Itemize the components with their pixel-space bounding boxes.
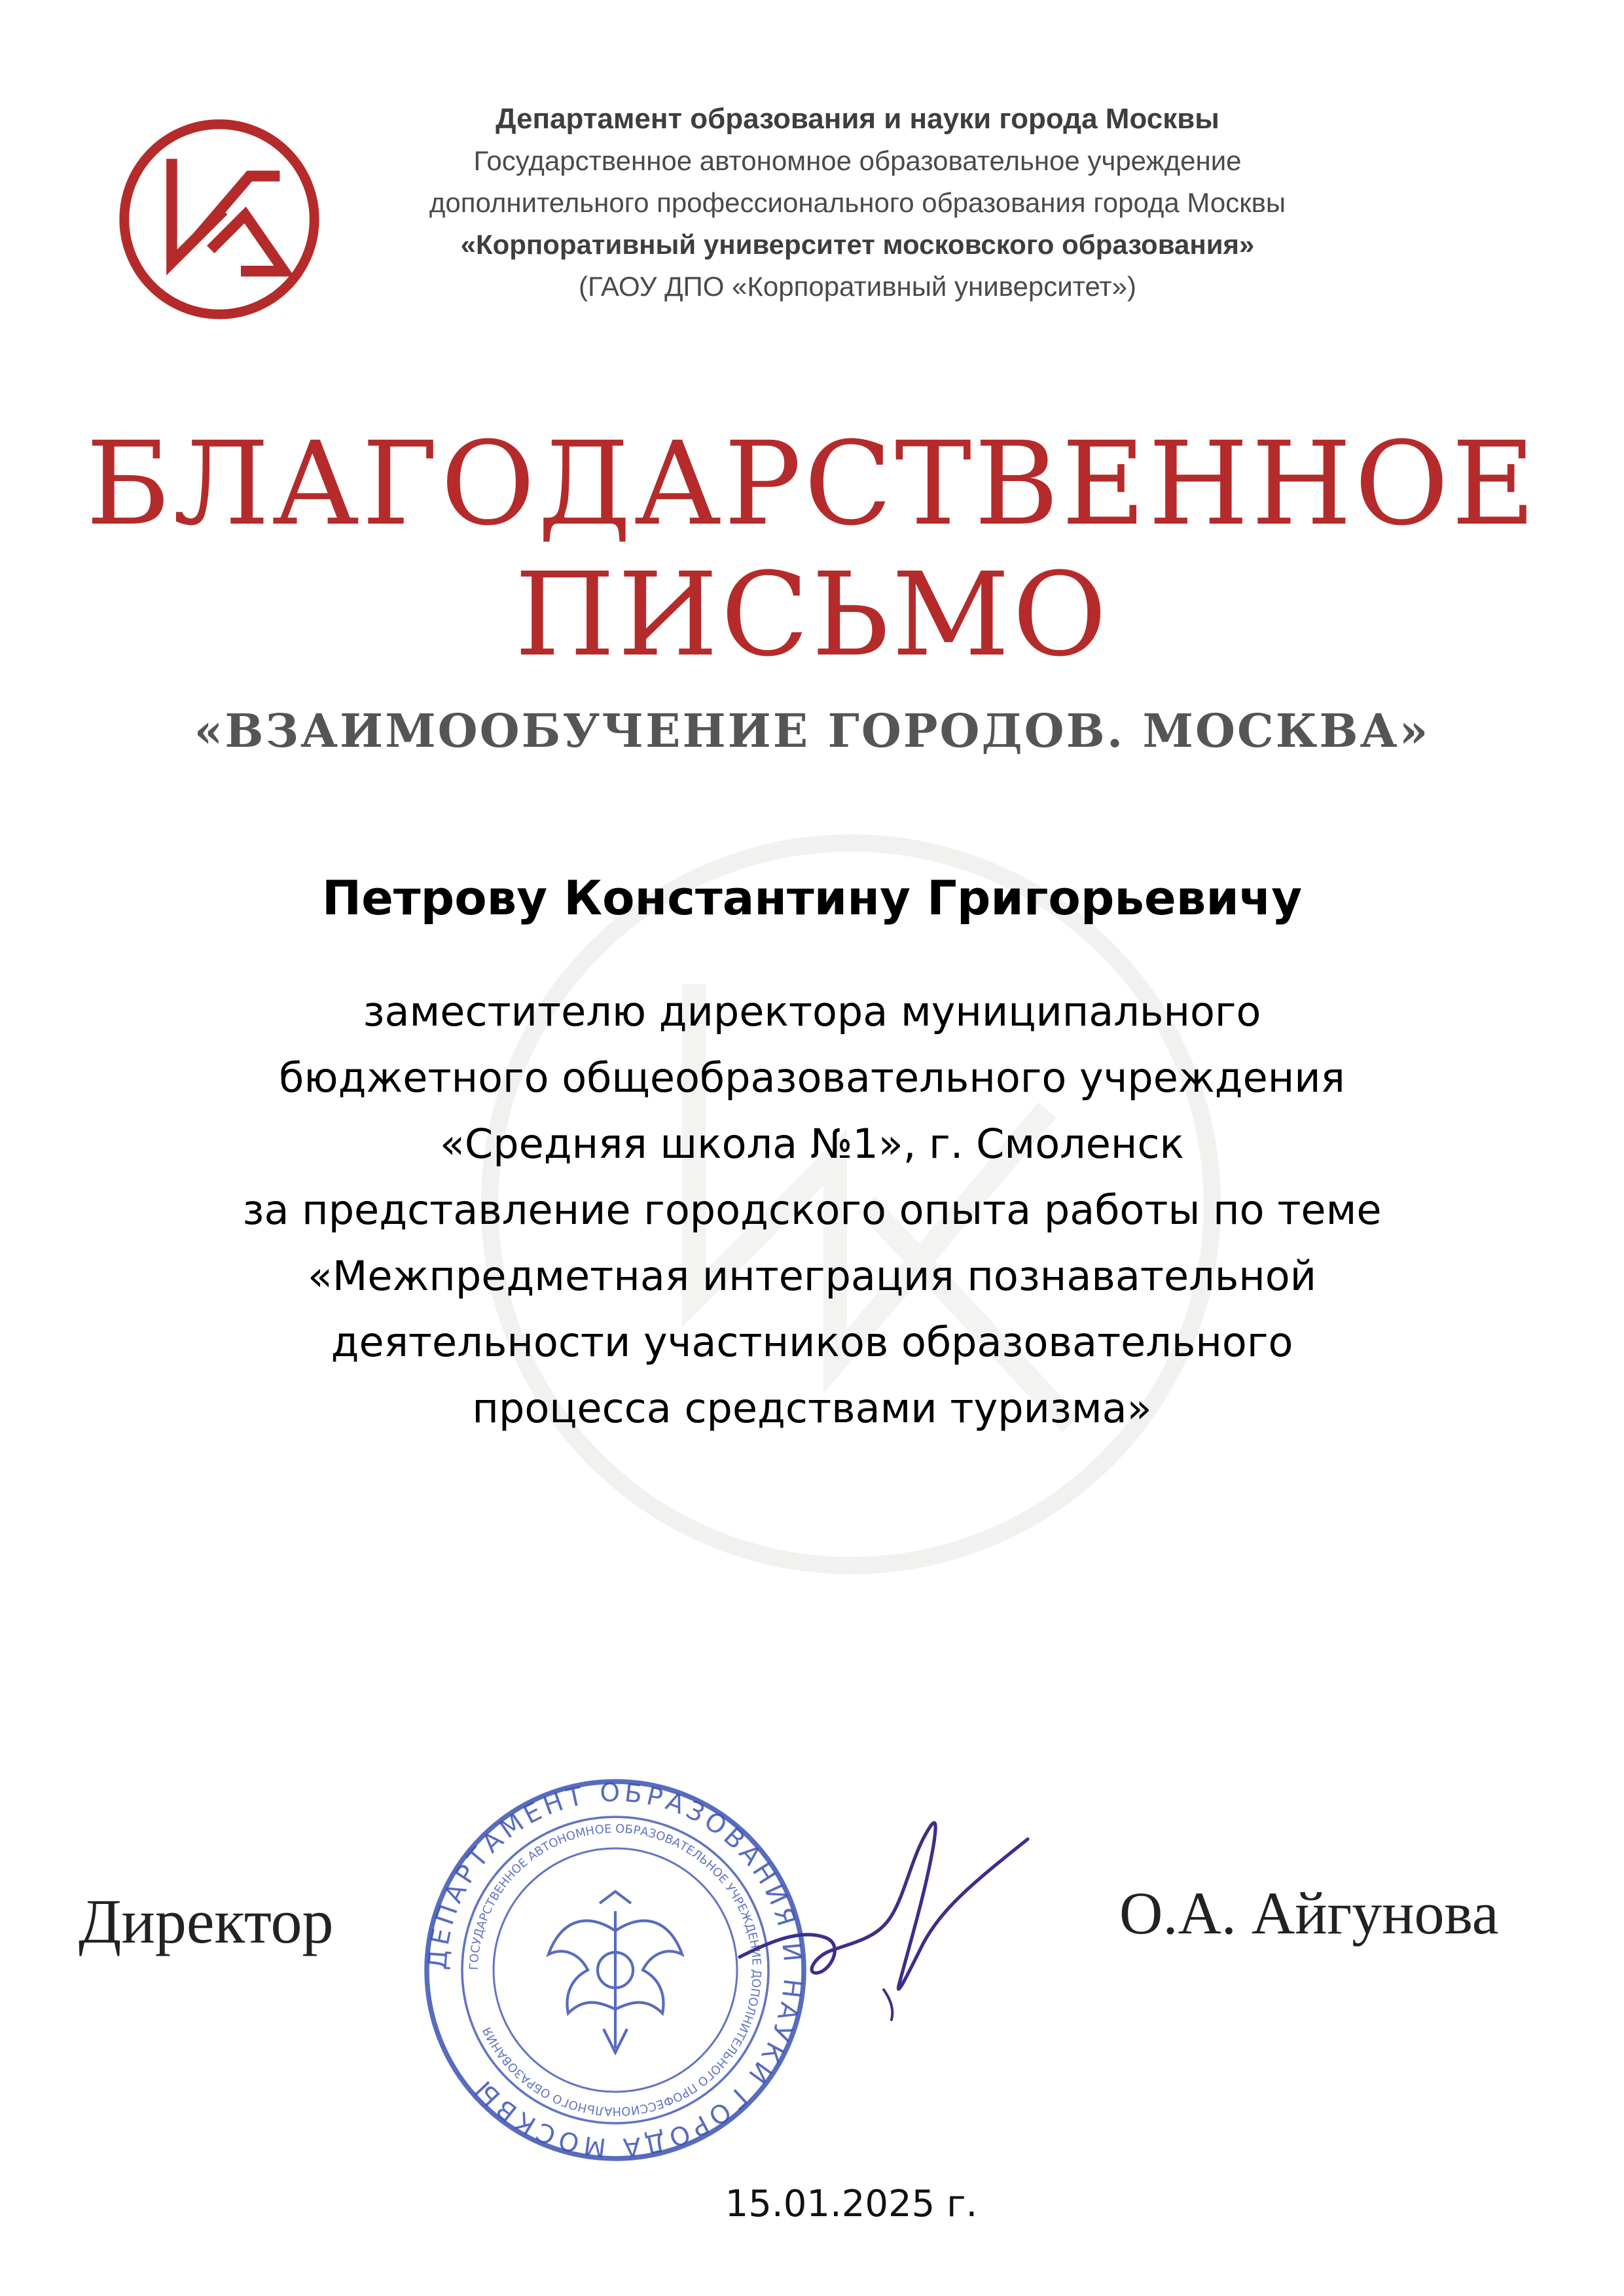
seal-outer-text: ДЕПАРТАМЕНТ ОБРАЗОВАНИЯ И НАУКИ ГОРОДА МОСКВЫ bbox=[423, 1778, 808, 2162]
body-line: процесса средствами туризма» bbox=[472, 1384, 1152, 1432]
seal-inner-text: ГОСУДАРСТВЕННОЕ АВТОНОМНОЕ ОБРАЗОВАТЕЛЬНОЕ УЧРЕЖДЕНИЕ ДОПОЛНИТЕЛЬНОГО ПРОФЕССИОНАЛЬНОГО ОБРАЗОВАНИЯ bbox=[467, 1821, 764, 2119]
signer-name: О.А. Айгунова bbox=[1119, 1880, 1499, 1946]
signer-position: Директор bbox=[79, 1886, 334, 1956]
body-line: «Межпредметная интеграция познавательной bbox=[307, 1252, 1317, 1300]
handwritten-signature-icon bbox=[727, 1761, 1067, 2036]
body-line: деятельности участников образовательного bbox=[331, 1318, 1293, 1366]
recipient-name: Петрову Константину Григорьевичу bbox=[321, 870, 1303, 925]
institution-short-name: (ГАОУ ДПО «Корпоративный университет») bbox=[578, 271, 1137, 302]
institution-header bbox=[340, 98, 1375, 308]
body-line: заместителю директора муниципального bbox=[363, 988, 1261, 1035]
body-line: за представление городского опыта работы по теме bbox=[242, 1186, 1382, 1234]
document-date: 15.01.2025 г. bbox=[725, 2183, 978, 2225]
document-subtitle: «ВЗАИМООБУЧЕНИЕ ГОРОДОВ. МОСКВА» bbox=[194, 704, 1430, 758]
institution-line-2: дополнительного профессионального образования города Москвы bbox=[429, 187, 1286, 218]
document-title-line-2: ПИСЬМО bbox=[514, 548, 1110, 682]
document-title-line-1: БЛАГОДАРСТВЕННОЕ bbox=[86, 417, 1538, 551]
body-line: «Средняя школа №1», г. Смоленск bbox=[440, 1120, 1184, 1168]
department-name: Департамент образования и науки города Москвы bbox=[496, 103, 1219, 135]
body-line: бюджетного общеобразовательного учреждения bbox=[279, 1054, 1345, 1102]
body-text bbox=[0, 978, 1624, 1441]
university-logo-icon bbox=[111, 111, 327, 327]
institution-line-1: Государственное автономное образовательное учреждение bbox=[473, 145, 1242, 176]
institution-name: «Корпоративный университет московского образования» bbox=[460, 229, 1255, 260]
